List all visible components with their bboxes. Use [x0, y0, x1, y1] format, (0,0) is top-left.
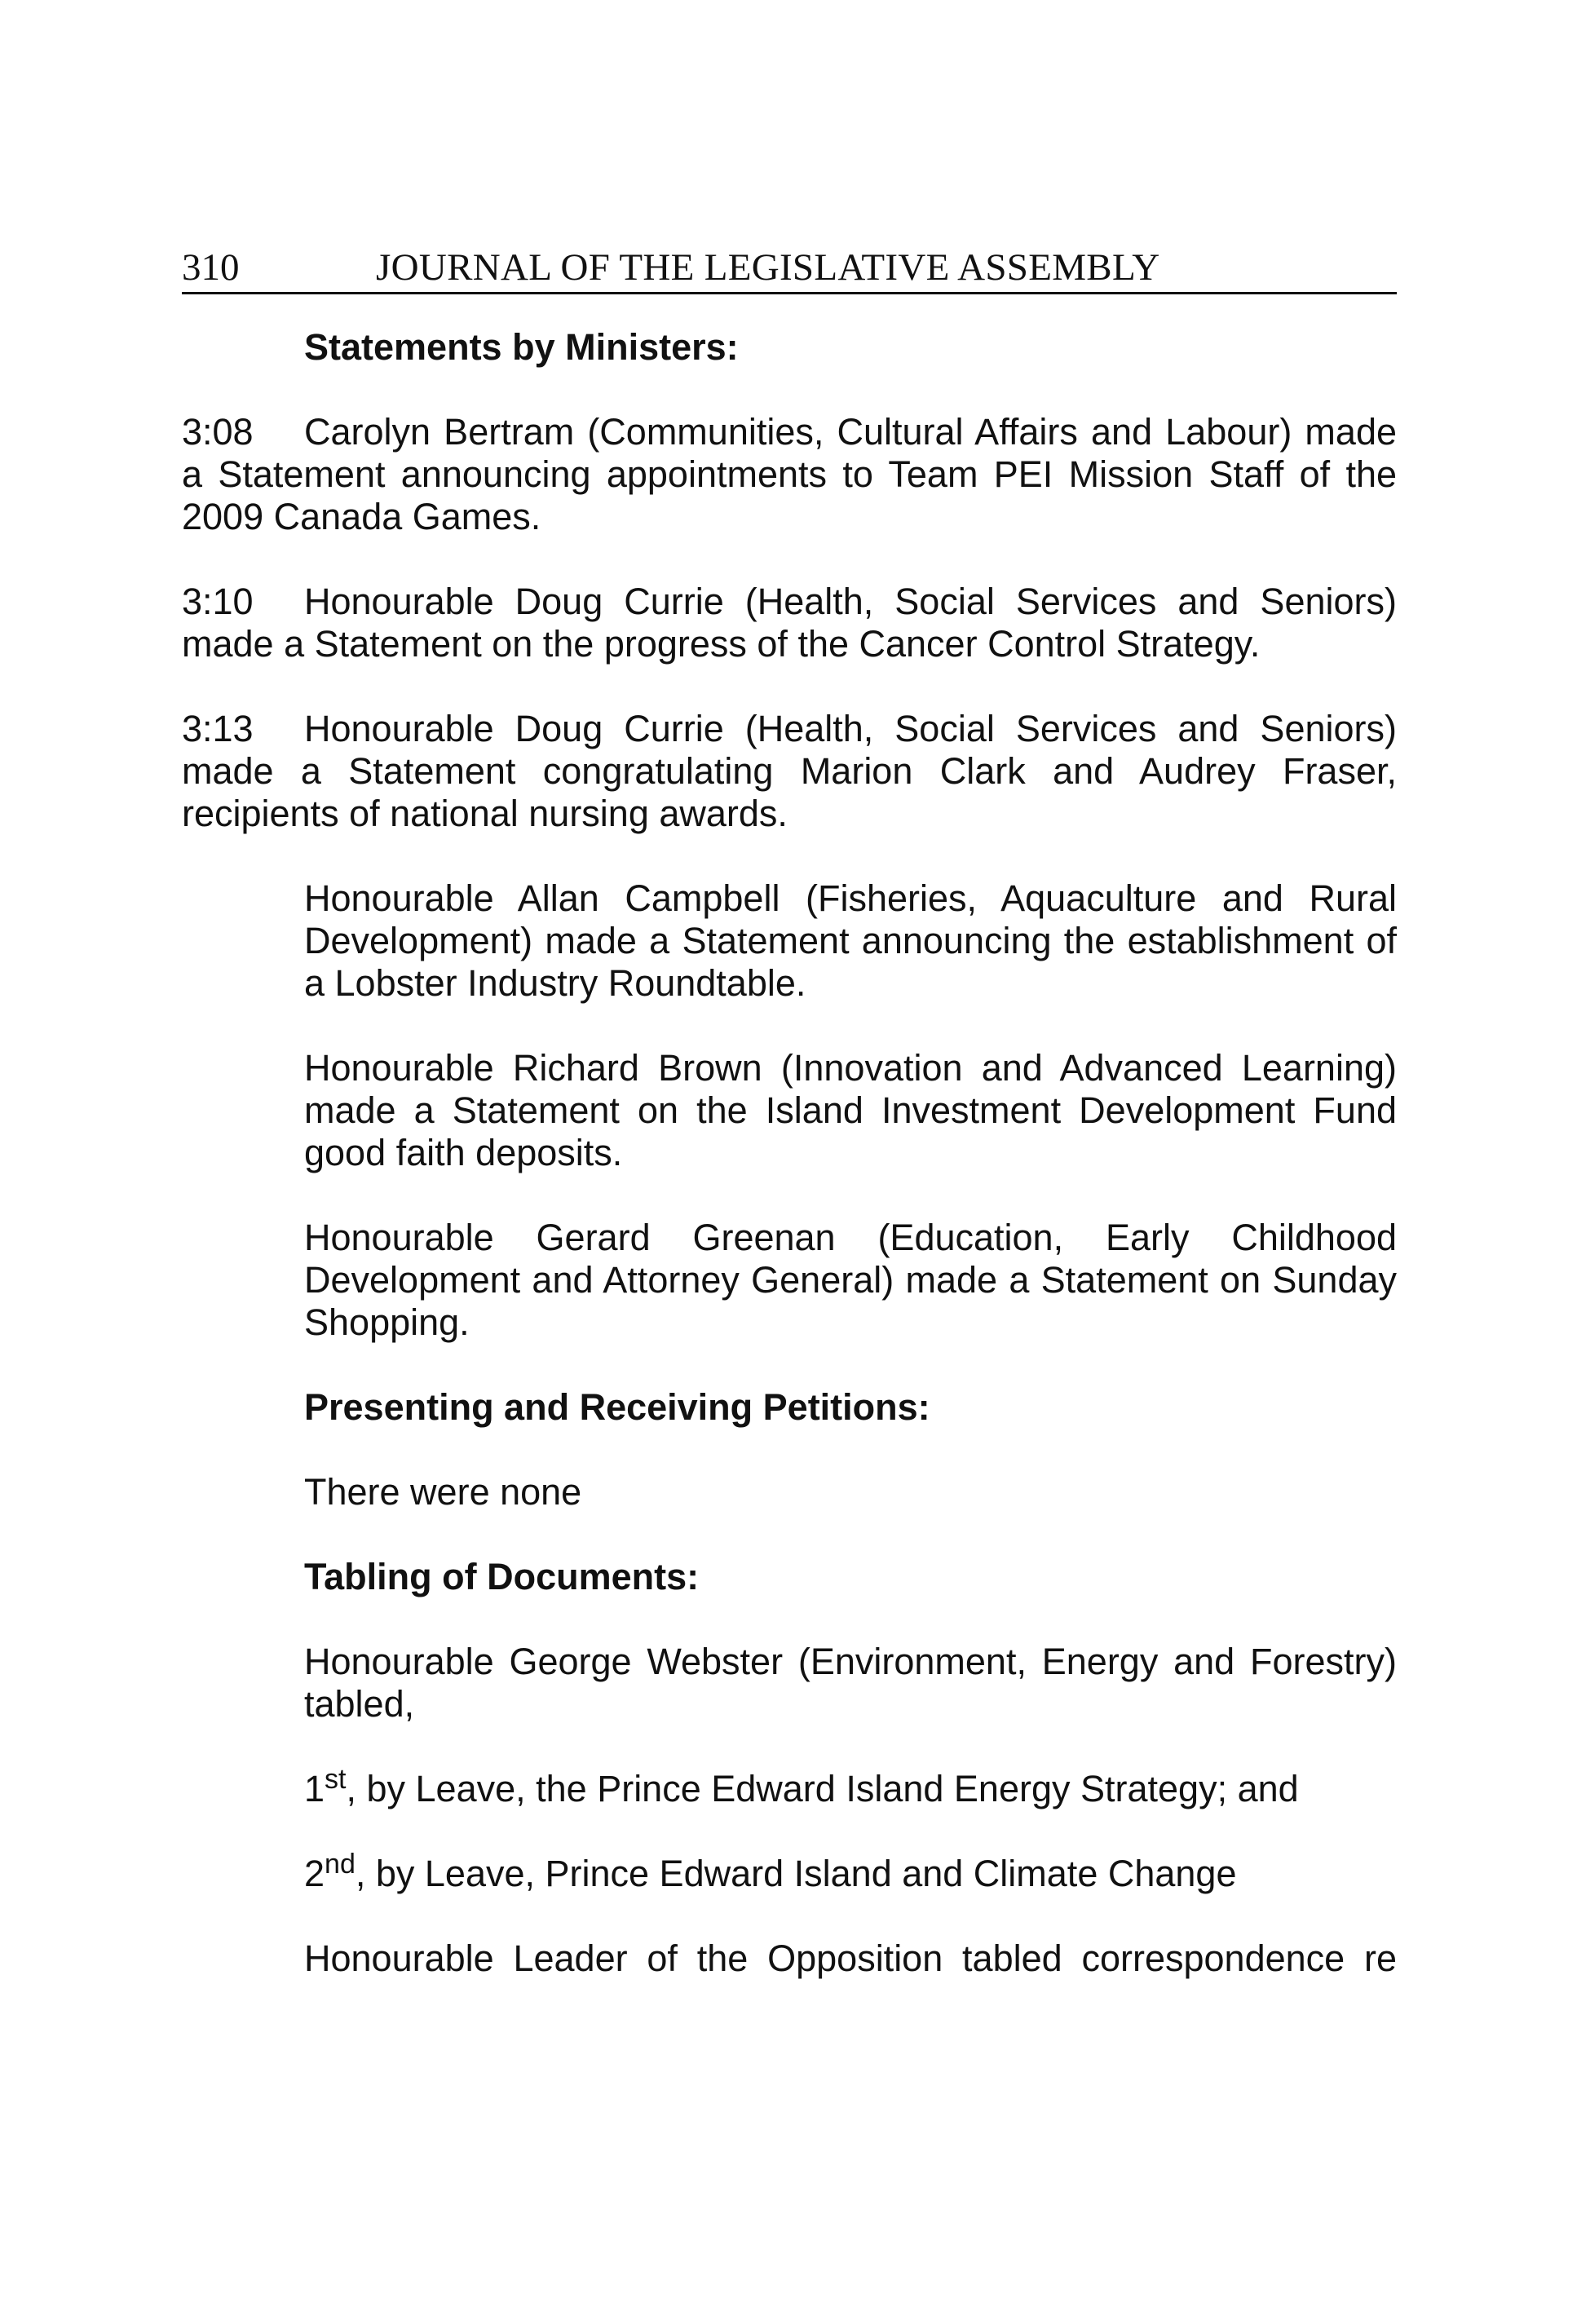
tabled-ordinal-suffix: nd: [325, 1849, 356, 1880]
statement-paragraph: Honourable Richard Brown (Innovation and Advanced Learning) made a Statement on the Island Investment Development Fund good faith deposits.: [304, 1047, 1397, 1173]
statements-heading: Statements by Ministers:: [304, 326, 739, 368]
journal-page: [182, 245, 1397, 1980]
statement-time: 3:13: [182, 708, 254, 749]
tabling-intro: Honourable George Webster (Environment, Energy and Forestry) tabled,: [304, 1641, 1397, 1725]
tabled-ordinal: 2: [304, 1853, 325, 1894]
statement-time: 3:10: [182, 581, 254, 622]
tabled-item-text: , by Leave, Prince Edward Island and Climate Change: [355, 1853, 1237, 1894]
statement-text: Honourable Doug Currie (Health, Social Services and Seniors) made a Statement on the progress of the Cancer Control Strategy.: [182, 581, 1397, 665]
statement-text: Honourable Doug Currie (Health, Social Services and Seniors) made a Statement congratulating Marion Clark and Audrey Fraser, recipients of national nursing awards.: [182, 708, 1397, 834]
petitions-text: There were none: [304, 1471, 582, 1513]
statement-paragraph: Honourable Gerard Greenan (Education, Early Childhood Development and Attorney General) made a Statement on Sunday Shopping.: [304, 1217, 1397, 1343]
page-header: [182, 245, 1397, 294]
page-body: [182, 326, 1397, 1980]
statement-entry: [182, 708, 1397, 835]
statement-paragraph: Honourable Allan Campbell (Fisheries, Aquaculture and Rural Development) made a Statement announcing the establishment of a Lobster Industry Roundtable.: [304, 877, 1397, 1004]
statement-entry: [182, 581, 1397, 665]
running-title: JOURNAL OF THE LEGISLATIVE ASSEMBLY: [376, 246, 1160, 289]
petitions-heading: Presenting and Receiving Petitions:: [304, 1386, 930, 1428]
final-paragraph: Honourable Leader of the Opposition tabled correspondence re: [304, 1937, 1397, 1979]
statement-entry: [182, 411, 1397, 538]
statement-time: 3:08: [182, 411, 254, 453]
tabled-item-text: , by Leave, the Prince Edward Island Energy Strategy; and: [346, 1768, 1299, 1809]
tabling-heading: Tabling of Documents:: [304, 1556, 700, 1597]
statement-text: Carolyn Bertram (Communities, Cultural Affairs and Labour) made a Statement announcing appointments to Team PEI Mission Staff of the 2009 Canada Games.: [182, 411, 1397, 537]
tabled-ordinal-suffix: st: [325, 1764, 347, 1795]
tabled-ordinal: 1: [304, 1768, 325, 1809]
tabled-item: [304, 1849, 1397, 1895]
page-number: 310: [182, 246, 240, 289]
tabled-item: [304, 1764, 1397, 1810]
